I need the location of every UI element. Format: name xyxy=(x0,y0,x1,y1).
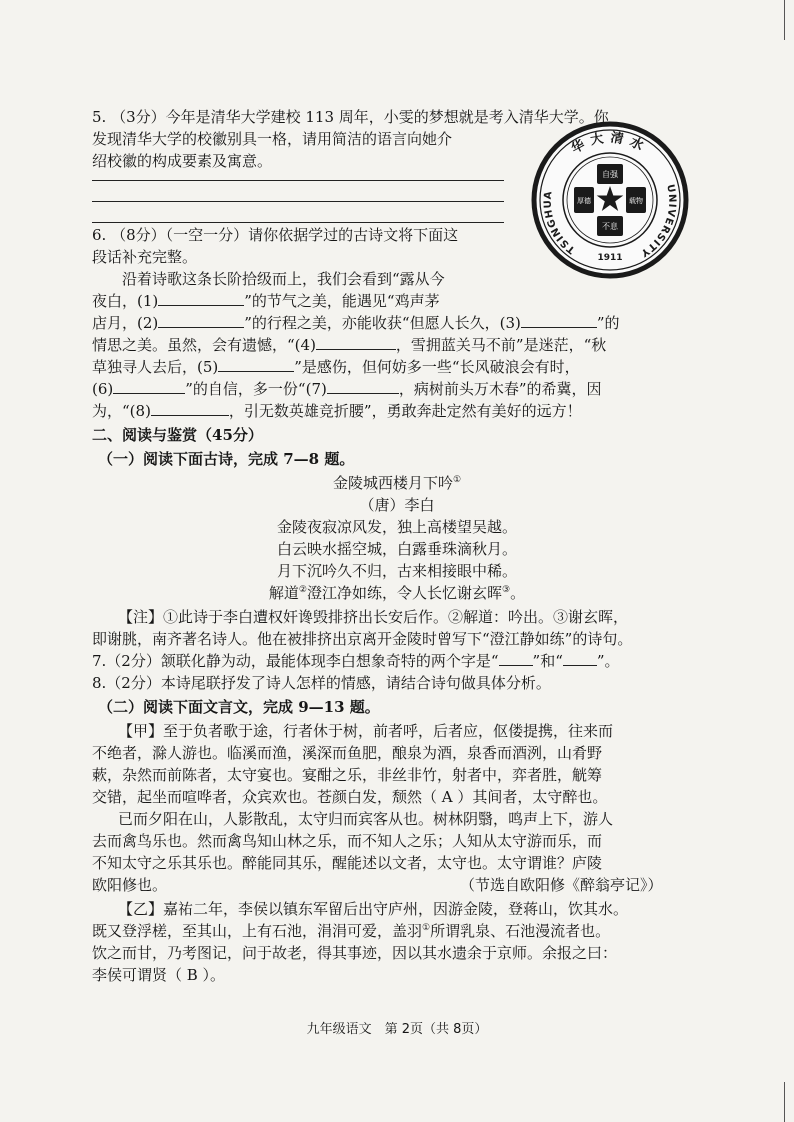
q5-line-3: 绍校徽的构成要素及寓意。 xyxy=(92,152,273,170)
emblem-seal-4: 载物 xyxy=(629,197,643,205)
emblem-seal-2: 不息 xyxy=(602,222,618,231)
jia-line-1: 【甲】至于负者歌于途，行者休于树，前者呼，后者应，伛偻提携，往来而 xyxy=(118,722,614,740)
yi-line-2: 既又登浮槎，至其山，上有石池，涓涓可爱，盖羽①所谓乳泉、石池漫流者也。 xyxy=(92,922,611,940)
jia-source: （节选自欧阳修《醉翁亭记》） xyxy=(460,876,663,894)
jia-line-5: 已而夕阳在山，人影散乱，太守归而宾客从也。树林阴翳，鸣声上下，游人 xyxy=(118,810,614,828)
q7-blank-2[interactable] xyxy=(563,650,597,666)
answer-line-1[interactable] xyxy=(92,180,504,181)
answer-line-2[interactable] xyxy=(92,201,504,202)
jia-line-3: 蔌，杂然而前陈者，太守宴也。宴酣之乐，非丝非竹，射者中，弈者胜，觥筹 xyxy=(92,766,603,784)
tsinghua-emblem-icon xyxy=(530,120,690,280)
q6-para-6: (6) ”的自信，多一份“(7) ，病树前头万木春”的希冀，因 xyxy=(92,380,602,398)
q6-para-7: 为，“(8) ，引无数英雄竞折腰”，勇敢奔赴定然有美好的远方！ xyxy=(92,402,582,420)
emblem-seal-3: 厚德 xyxy=(577,197,591,205)
blank-5[interactable] xyxy=(218,356,294,372)
blank-8[interactable] xyxy=(151,400,229,416)
yi-line-4: 李侯可谓贤（ B ）。 xyxy=(92,966,226,984)
q5-line-2: 发现清华大学的校徽别具一格，请用简洁的语言向她介 xyxy=(92,130,453,148)
emblem-right-text: UNIVERSITY xyxy=(638,183,678,259)
q6-line-1: 6. （8分）（一空一分）请你依据学过的古诗文将下面这 xyxy=(92,226,459,244)
answer-line-3[interactable] xyxy=(92,222,504,223)
poem-note-2: 即谢朓，南齐著名诗人。他在被排挤出京离开金陵时曾写下“澄江静如练”的诗句。 xyxy=(92,630,633,648)
jia-line-2: 不绝者，滁人游也。临溪而渔，溪深而鱼肥，酿泉为酒，泉香而酒洌，山肴野 xyxy=(92,744,603,762)
blank-1[interactable] xyxy=(158,290,244,306)
part-1-title: （一）阅读下面古诗，完成 7—8 题。 xyxy=(98,450,355,468)
q8: 8.（2分）本诗尾联抒发了诗人怎样的情感，请结合诗句做具体分析。 xyxy=(92,674,551,692)
blank-7[interactable] xyxy=(327,378,399,394)
jia-line-6: 去而禽鸟乐也。然而禽鸟知山林之乐，而不知人之乐；人知从太守游而乐，而 xyxy=(92,832,603,850)
blank-4[interactable] xyxy=(316,334,396,350)
jia-line-4: 交错，起坐而喧哗者，众宾欢也。苍颜白发，颓然（ A ）其间者，太守醉也。 xyxy=(92,788,608,806)
emblem-year: 1911 xyxy=(597,253,623,263)
part-2-title: （二）阅读下面文言文，完成 9—13 题。 xyxy=(98,698,380,716)
poem-note-1: 【注】①此诗于李白遭权奸谗毁排挤出长安后作。②解道：吟出。③谢玄晖， xyxy=(118,608,629,626)
q6-line-2: 段话补充完整。 xyxy=(92,248,198,266)
poem-author: （唐）李白 xyxy=(359,496,435,514)
poem-line-2: 白云映水摇空城，白露垂珠滴秋月。 xyxy=(276,540,517,558)
scan-edge-bottom xyxy=(784,1082,785,1122)
blank-2[interactable] xyxy=(158,312,244,328)
blank-3[interactable] xyxy=(521,312,597,328)
yi-line-3: 饮之而甘，乃考图记，问于故老，得其事迹，因以其水遗余于京师。余报之曰： xyxy=(92,944,618,962)
q7-blank-1[interactable] xyxy=(499,650,533,666)
q6-para-5: 草独寻人去后，(5) ”是感伤，但何妨多一些“长风破浪会有时， xyxy=(92,358,580,376)
q7: 7.（2分）颔联化静为动，最能体现李白想象奇特的两个字是“ ”和“ ”。 xyxy=(92,652,620,670)
page-footer: 九年级语文 第 2页（共 8页） xyxy=(306,1022,488,1037)
yi-line-1: 【乙】嘉祐二年，李侯以镇东军留后出守庐州，因游金陵，登蒋山，饮其水。 xyxy=(118,900,629,918)
poem-line-3: 月下沉吟久不归，古来相接眼中稀。 xyxy=(276,562,517,580)
blank-6[interactable] xyxy=(113,378,185,394)
q5-line-1: 5. （3分）今年是清华大学建校 113 周年，小雯的梦想就是考入清华大学。你 xyxy=(92,108,609,126)
q6-para-4: 情思之美。虽然，会有遗憾，“(4) ，雪拥蓝关马不前”是迷茫，“秋 xyxy=(92,336,607,354)
poem-line-1: 金陵夜寂凉风发，独上高楼望吴越。 xyxy=(276,518,517,536)
jia-line-7: 不知太守之乐其乐也。醉能同其乐，醒能述以文者，太守也。太守谓谁？庐陵 xyxy=(92,854,603,872)
section-2-title: 二、阅读与鉴赏（45分） xyxy=(92,426,263,444)
poem-line-4: 解道②澄江净如练，令人长忆谢玄晖③。 xyxy=(268,584,526,602)
scan-edge-top xyxy=(784,0,785,40)
emblem-top-text: 华大清水 xyxy=(569,130,651,157)
q6-para-1: 沿着诗歌这条长阶拾级而上，我们会看到“露从今 xyxy=(122,270,445,288)
q6-para-3: 店月，(2) ”的行程之美，亦能收获“但愿人长久，(3) ”的 xyxy=(92,314,620,332)
jia-line-8: 欧阳修也。 xyxy=(92,876,168,894)
q6-para-2: 夜白，(1) ”的节气之美，能遇见“鸡声茅 xyxy=(92,292,440,310)
emblem-seal-1: 自强 xyxy=(602,170,618,179)
poem-title: 金陵城西楼月下吟① xyxy=(332,474,462,492)
emblem-left-text: TSINGHUA xyxy=(542,189,578,256)
